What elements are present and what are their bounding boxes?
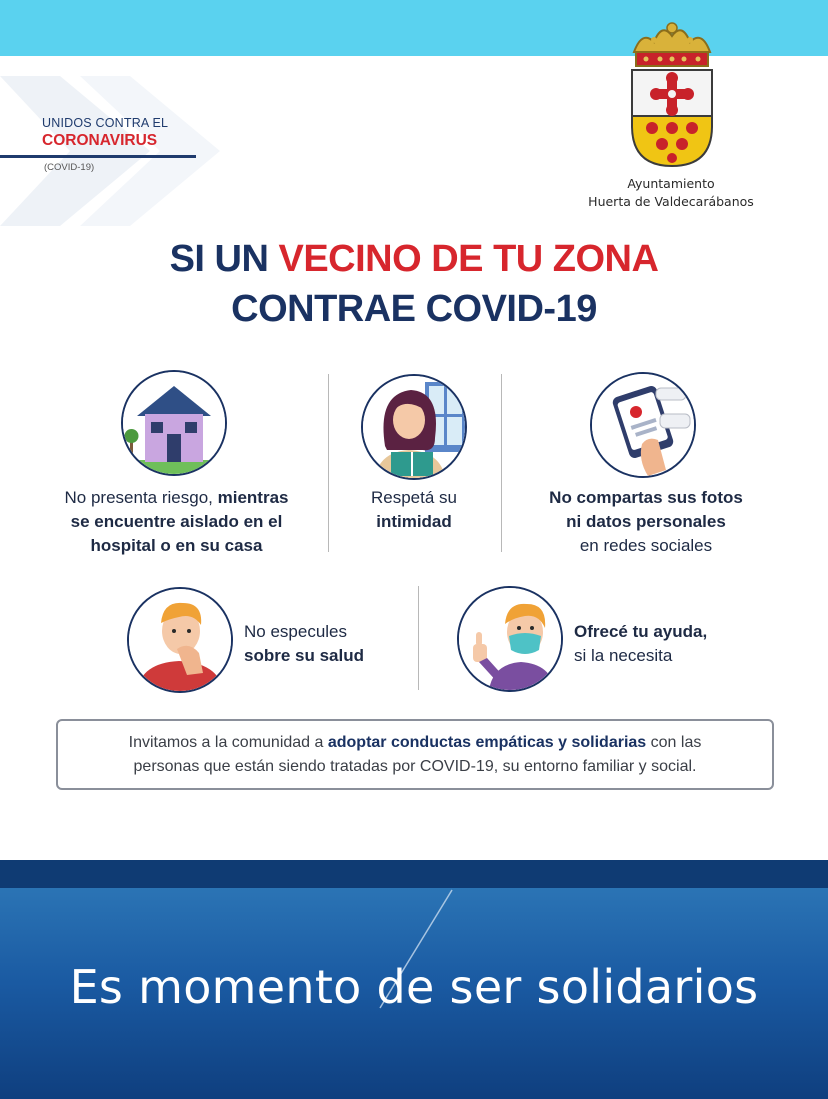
tip3-bold1: No compartas sus fotos: [549, 488, 743, 507]
municipality-name: [560, 175, 782, 211]
divider-2: [501, 374, 502, 552]
tip3-bold2: ni datos personales: [566, 512, 726, 531]
info-bold: adoptar conductas empáticas y solidarias: [327, 734, 647, 751]
info-pre: Invitamos a la comunidad a: [128, 734, 328, 751]
tip1-bold1: mientras: [217, 488, 289, 507]
tip2-normal: Respetá su: [371, 488, 457, 507]
house-icon: [121, 370, 227, 476]
tip5-bold: Ofrecé tu ayuda,: [574, 622, 708, 641]
info-line2: personas que están siendo tratadas por COVID-19, su entorno familiar y social.: [133, 758, 697, 775]
campaign-line3: (COVID-19): [44, 162, 95, 173]
chevron-graphic: [0, 76, 240, 226]
tip4-normal: No especules: [244, 622, 348, 641]
divider-1: [328, 374, 329, 552]
headline-part2: VECINO DE TU ZONA: [278, 238, 659, 280]
slogan-text: Es momento de ser solidarios: [69, 960, 759, 1014]
tip-privacy: [344, 486, 484, 534]
info-post: con las: [646, 734, 702, 751]
woman-reading-icon: [361, 374, 467, 480]
tip2-bold: intimidad: [376, 512, 452, 531]
municipality-line2: Huerta de Valdecarábanos: [588, 194, 754, 209]
bottom-dark-bar: [0, 860, 828, 888]
tip1-normal: No presenta riesgo,: [64, 488, 218, 507]
tip1-bold2: se encuentre aislado en el: [70, 512, 283, 531]
tip-no-risk: [44, 486, 309, 558]
campaign-rule: [0, 155, 196, 158]
municipal-crest-icon: [628, 16, 716, 168]
tip-offer-help: [574, 620, 774, 668]
headline-part1: SI UN: [169, 238, 279, 280]
headline-line2: CONTRAE COVID-19: [231, 288, 597, 330]
headline: [0, 238, 828, 281]
divider-3: [418, 586, 419, 690]
campaign-line1: UNIDOS CONTRA EL: [42, 116, 169, 130]
campaign-line2: CORONAVIRUS: [42, 132, 158, 149]
tip5-normal: si la necesita: [574, 646, 673, 665]
slogan-banner: [0, 888, 828, 1099]
phone-in-hand-icon: [590, 372, 696, 478]
invitation-box: [56, 719, 774, 790]
worried-man-icon: [127, 587, 233, 693]
municipality-line1: Ayuntamiento: [627, 176, 715, 191]
tip4-bold: sobre su salud: [244, 646, 364, 665]
tip1-bold3: hospital o en su casa: [90, 536, 263, 555]
tip-no-share: [512, 486, 780, 558]
tip3-normal: en redes sociales: [579, 536, 713, 555]
masked-man-thumbs-up-icon: [457, 586, 563, 692]
tip-no-speculation: [244, 620, 414, 668]
